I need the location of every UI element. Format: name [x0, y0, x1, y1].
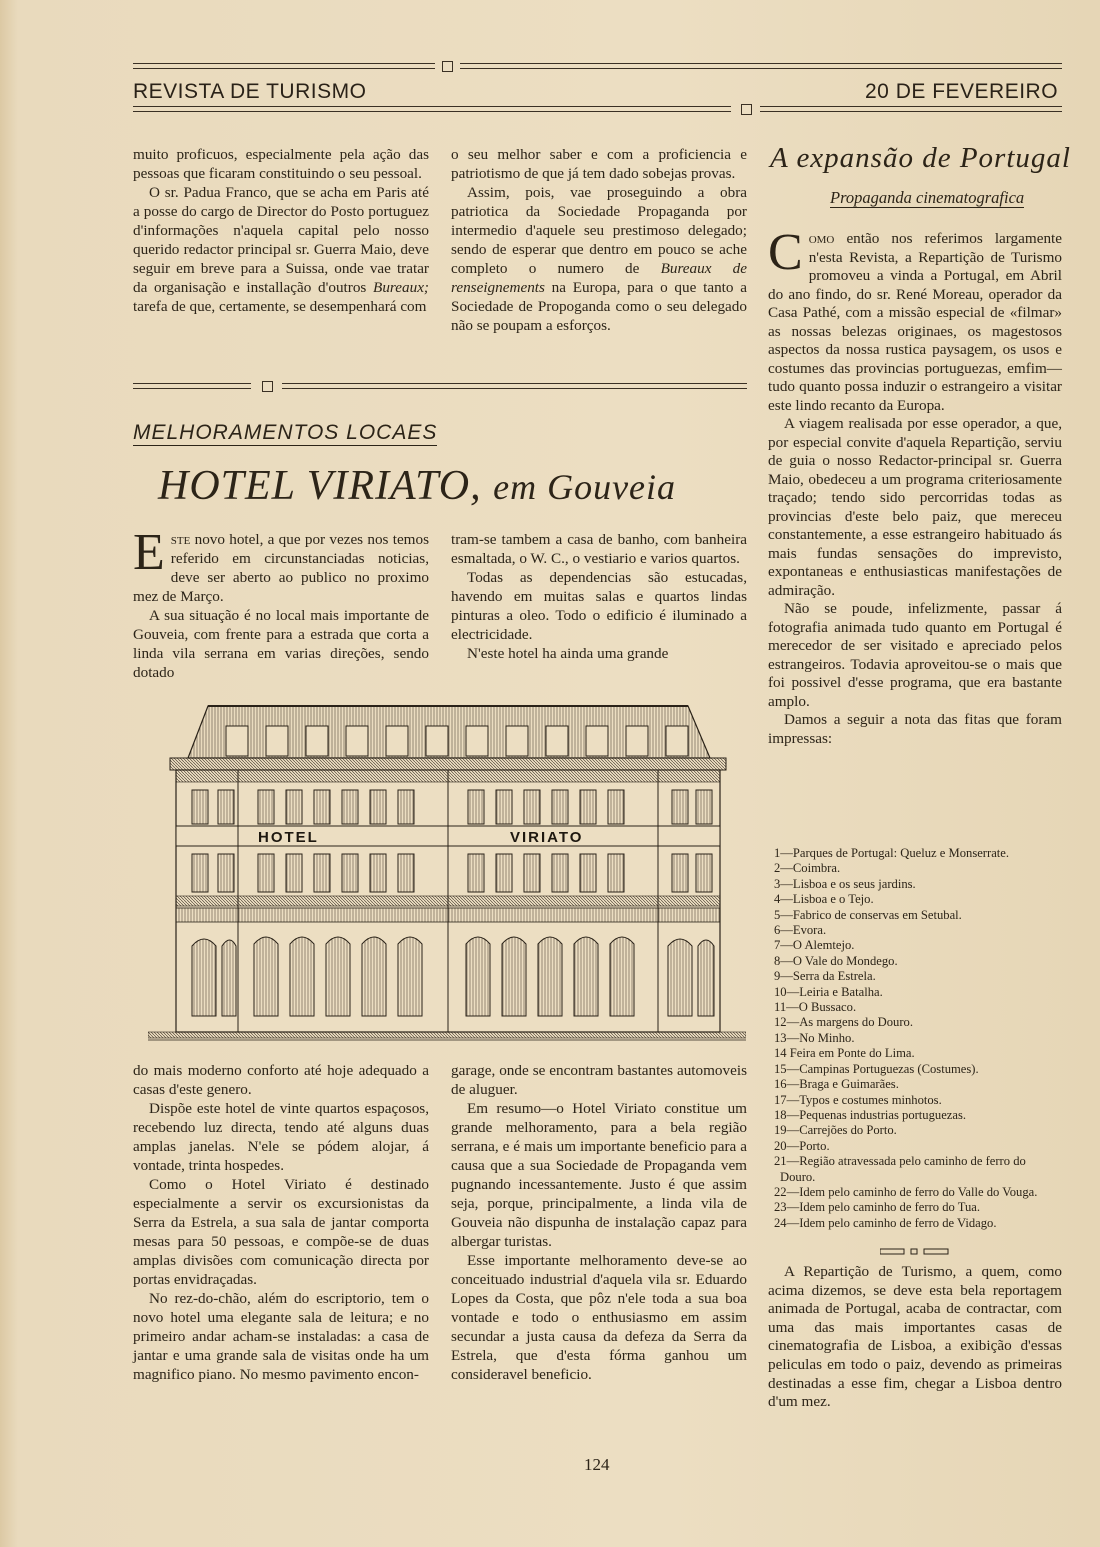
paragraph: Como o Hotel Viriato é destinado especialmente a servir os excursionistas da Serra da Estrela, a sua sala de jantar comporta mesas para 50 pessoas, e compõe-se de duas amplas divisões com comunicação directa por portas envidraçadas.	[133, 1176, 429, 1288]
list-item: 9—Serra da Estrela.	[774, 969, 876, 984]
paragraph: Não se poude, infelizmente, passar á fotografia animada tudo quanto em Portugal é merecedor de ser visitado e apreciado pelos estrangeiros. Todavia aproveitou-se o mais que foi possivel d'esse programa, que era bastante amplo.	[768, 600, 1062, 710]
header-ornament-square	[442, 61, 453, 72]
section-divider-left	[133, 383, 251, 389]
list-item: 23—Idem pelo caminho de ferro do Tua.	[774, 1200, 981, 1215]
list-item: 12—As margens do Douro.	[774, 1015, 913, 1030]
list-item: 7—O Alemtejo.	[774, 938, 855, 953]
paragraph: N'este hotel ha ainda uma grande	[467, 645, 669, 662]
sign-hotel: HOTEL	[258, 829, 319, 846]
list-item: 6—Evora.	[774, 923, 827, 938]
paragraph: Damos a seguir a nota das fitas que foram impressas:	[768, 711, 1062, 747]
film-list	[768, 846, 1062, 1231]
paragraph: Este novo hotel, a que por vezes nos temos referido em circunstanciadas noticias, deve ser aberto ao publico no proximo mez de Março.	[133, 524, 429, 605]
article-continuation-middle	[451, 145, 747, 335]
paragraph: A viagem realisada por esse operador, a que, por especial convite d'aquela Repartição, serviu de guia o nosso Redactor-principal sr. Guerra Maio, obedeceu a um programa criteriosamente traçado; tendo sido percorridas todas as provincias d'este belo paiz, que mereceu constantemente, a esse estrangeiro habituado ás mais fundas sensações do imprevisto, expontaneas e enthusiasticas manifestações de admiração.	[768, 415, 1062, 599]
section-divider-ornament	[262, 381, 273, 392]
hotel-engraving	[148, 696, 746, 1056]
list-item: 18—Pequenas industrias portuguezas.	[774, 1107, 967, 1122]
list-item: 22—Idem pelo caminho de ferro do Valle do Vouga.	[774, 1184, 1038, 1199]
paragraph: do mais moderno conforto até hoje adequado a casas d'este genero.	[133, 1062, 429, 1098]
hotel-article-left	[133, 524, 429, 682]
paragraph: Assim, pois, vae proseguindo a obra patriotica da Sociedade Propaganda por intermedio d'aquele seu prestimoso delegado; sendo de esperar que dentro em pouco se ache completo o numero de Bureaux de renseignements na Europa, para o que tanto a Sociedade de Propoganda como o seu delegado não se poupam a esforços.	[451, 184, 747, 334]
right-article-closing	[768, 1263, 1062, 1412]
hotel-article-title	[158, 462, 676, 510]
hotel-article-bottom-left	[133, 1061, 429, 1384]
list-item: 3—Lisboa e os seus jardins.	[774, 876, 916, 891]
paragraph: o seu melhor saber e com a proficiencia e patriotismo de que já tem dado sobejas provas.	[451, 146, 747, 182]
article-continuation-left	[133, 145, 429, 316]
list-item: 10—Leiria e Batalha.	[774, 984, 883, 999]
section-title: MELHORAMENTOS LOCAES	[133, 421, 438, 444]
paragraph: A sua situação é no local mais importante de Gouveia, com frente para a estrada que corta a linda vila serrana em varias direções, sendo dotado	[133, 607, 429, 681]
list-item: 1—Parques de Portugal: Queluz e Monserrate.	[774, 846, 1010, 860]
list-item: 5—Fabrico de conservas em Setubal.	[774, 907, 962, 922]
header-rule-top-right	[460, 63, 1062, 69]
list-end-ornament	[880, 1248, 950, 1256]
list-item: 2—Coimbra.	[774, 861, 841, 876]
list-item: 13—No Minho.	[774, 1030, 855, 1045]
list-item: 11—O Bussaco.	[774, 1000, 857, 1015]
list-item: 8—O Vale do Mondego.	[774, 953, 898, 968]
hotel-article-middle	[451, 530, 747, 663]
paragraph: Em resumo—o Hotel Viriato constitue um grande melhoramento, para a bela região serrana, e é mais um importante beneficio para a causa que a sua Sociedade de Propaganda vem pugnando incessantemente. Justo é que assim seja, porque, principalmente, a linda vila de Gouveia não dispunha de instalação capaz para albergar turistas.	[451, 1100, 747, 1250]
header-rule-bottom-left	[133, 106, 731, 112]
right-article-subtitle: Propaganda cinematografica	[830, 188, 1025, 207]
right-article-body	[768, 224, 1063, 748]
list-item: 20—Porto.	[774, 1138, 830, 1153]
list-item: 15—Campinas Portuguezas (Costumes).	[774, 1061, 979, 1076]
paragraph: Esse importante melhoramento deve-se ao conceituado industrial d'aquela vila sr. Eduardo Lopes da Costa, que pôz n'ele toda a sua boa vontade e todo o enthusiasmo em assim secundar a justa causa da defeza da Serra da Estrela, que d'esta fórma ganhou um consideravel beneficio.	[451, 1252, 747, 1383]
paragraph: Todas as dependencias são estucadas, havendo em muitas salas e quartos lindas pinturas a oleo. Todo o edificio é iluminado a electricidade.	[451, 569, 747, 643]
header-rule-bottom-right	[760, 106, 1062, 112]
paragraph: muito proficuos, especialmente pela ação das pessoas que ficaram constituindo o seu pessoal.	[133, 146, 429, 182]
sign-viriato: VIRIATO	[510, 829, 584, 846]
drop-cap: E	[133, 524, 165, 581]
paragraph: Dispõe este hotel de vinte quartos espaçosos, recebendo luz directa, tendo até alguns duas amplas janelas. N'ele se pódem alojar, á vontade, trinta hospedes.	[133, 1100, 429, 1174]
header-date: 20 DE FEVEREIRO	[865, 80, 1059, 103]
list-item: 16—Braga e Guimarães.	[774, 1077, 899, 1092]
paragraph: O sr. Padua Franco, que se acha em Paris até a posse do cargo de Director do Posto portuguez d'informações n'aquela capital pelo nosso querido redactor principal sr. Guerra Maio, deve seguir em breve para a Suissa, onde vae tratar da organisação e installação d'outros Bureaux; tarefa de que, certamente, se desempenhará com	[133, 184, 429, 315]
list-item: 4—Lisboa e o Tejo.	[774, 892, 874, 907]
paragraph: garage, onde se encontram bastantes automoveis de aluguer.	[451, 1062, 747, 1098]
paragraph: A Repartição de Turismo, a quem, como acima dizemos, se deve esta bela reportagem animada de Portugal, acaba de contractar, com uma das mais importantes casas de cinematografia de Lisboa, a exibição d'essas peliculas em todo o paiz, devendo as primeiras destinadas a esse fim, chegar a Lisboa dentro d'um mez.	[768, 1263, 1062, 1411]
list-item: 21—Região atravessada pelo caminho de ferro do Douro.	[774, 1154, 1026, 1184]
paragraph: Como então nos referimos largamente n'esta Revista, a Repartição de Turismo promoveu a vinda a Portugal, em Abril do ano findo, do sr. René Moreau, operador da Casa Pathé, com a missão especial de «filmar» as nossas belezas originaes, os magestosos aspectos da nossa rustica paysagem, os usos e costumes das provincias portuguezas, emfim—tudo quanto possa induzir o estrangeiro a visitar este lindo recanto da Europa.	[768, 224, 1063, 414]
list-item: 17—Typos e costumes minhotos.	[774, 1092, 942, 1107]
header-magazine-title: REVISTA DE TURISMO	[133, 80, 367, 103]
hotel-title-rest: em Gouveia	[493, 467, 677, 507]
header-rule-top-left	[133, 63, 435, 69]
hotel-article-bottom-middle	[451, 1061, 747, 1384]
hotel-title-main: HOTEL VIRIATO,	[158, 463, 482, 509]
list-item: 19—Carrejões do Porto.	[774, 1123, 897, 1138]
page-number: 124	[584, 1455, 610, 1474]
right-article-title: A expansão de Portugal	[770, 142, 1071, 174]
paragraph: No rez-do-chão, além do escriptorio, tem o novo hotel uma elegante sala de leitura; e no primeiro andar acham-se instaladas: a casa de jantar e uma grande sala de visitas onde ha um magnifico piano. No mesmo pavimento encon-	[133, 1290, 429, 1383]
section-divider-right	[282, 383, 747, 389]
paragraph: tram-se tambem a casa de banho, com banheira esmaltada, o W. C., o vestiario e varios quartos.	[451, 531, 747, 567]
drop-cap: C	[768, 224, 803, 281]
list-item: 24—Idem pelo caminho de ferro de Vidago.	[774, 1215, 997, 1230]
list-item: 14 Feira em Ponte do Lima.	[774, 1046, 915, 1061]
header-ornament-square-2	[741, 104, 752, 115]
